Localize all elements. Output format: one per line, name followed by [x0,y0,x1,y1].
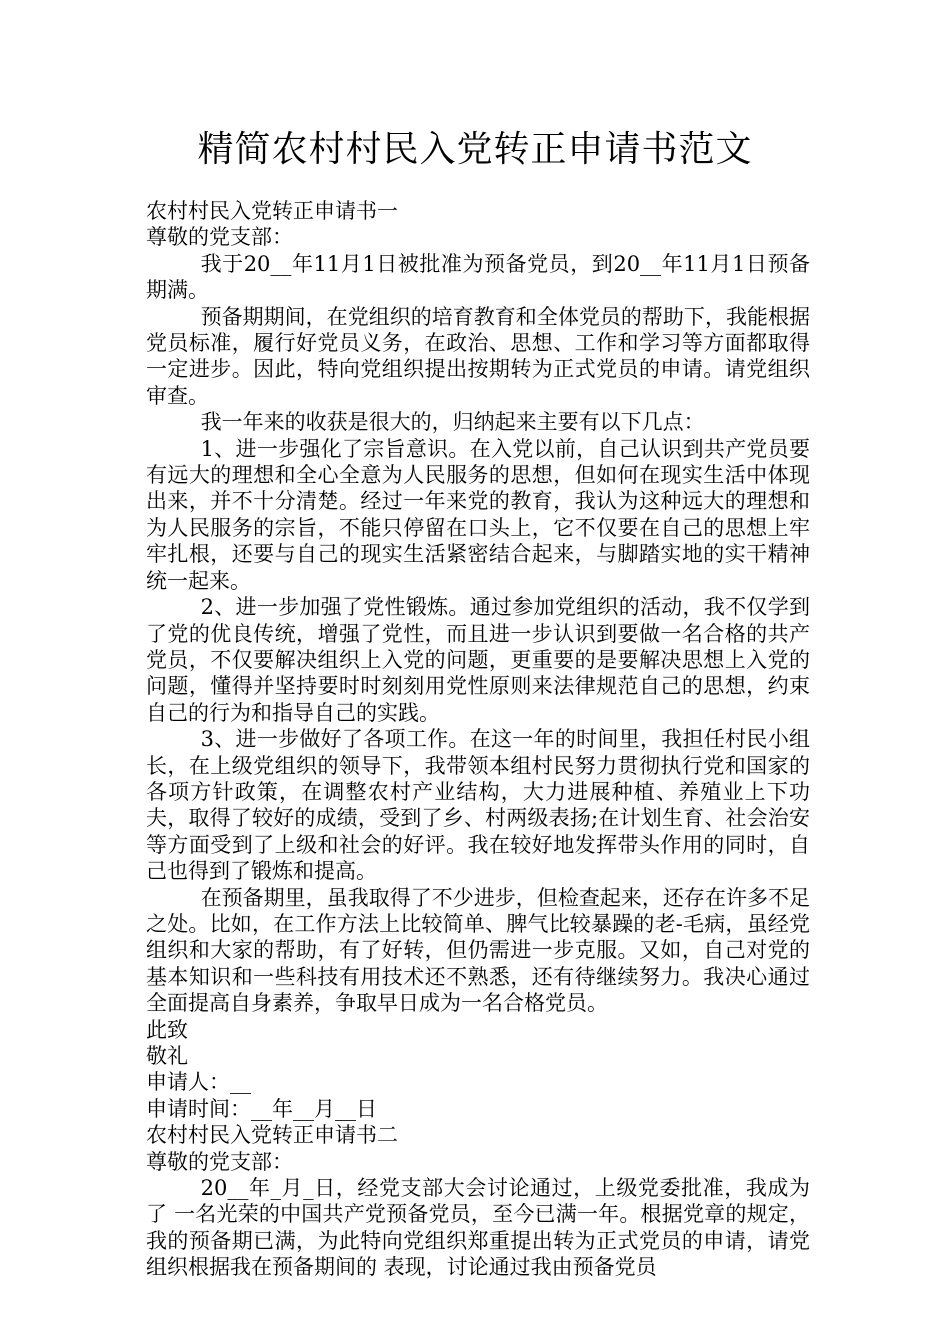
date-line: 申请时间：__年__月__日 [146,1096,377,1121]
salutation: 尊敬的党支部： [146,1149,293,1174]
body-paragraph: 预备期期间，在党组织的培育教育和全体党员的帮助下，我能根据党员标准，履行好党员义务，在政治、思想、工作和学习等方面都取得一定进步。因此，特向党组织提出按期转为正式党员的申请。请党组织审查。 [146,304,810,408]
salutation: 尊敬的党支部： [146,225,293,250]
body-paragraph: 1、进一步强化了宗旨意识。在入党以前，自己认识到共产党员要有远大的理想和全心全意为人民服务的思想，但如何在现实生活中体现出来，并不十分清楚。经过一年来党的教育，我认为这种远大的理想和为人民服务的宗旨，不能只停留在口头上，它不仅要在自己的思想上牢牢扎根，还要与自己的现实生活紧密结合起来，与脚踏实地的实干精神统一起来。 [146,436,810,593]
applicant-line: 申请人：__ [146,1070,251,1095]
closing-line: 此致 [146,1017,188,1042]
document-body [146,198,810,1281]
closing-line: 敬礼 [146,1044,188,1068]
section-heading: 农村村民入党转正申请书一 [146,199,398,223]
body-paragraph: 在预备期里，虽我取得了不少进步，但检查起来，还存在许多不足之处。比如，在工作方法上比较简单、脾气比较暴躁的老-毛病，虽经党组织和大家的帮助，有了好转，但仍需进一步克服。又如，自己对党的基本知识和一些科技有用技术还不熟悉，还有待继续努力。我决心通过全面提高自身素养，争取早日成为一名合格党员。 [146,885,810,1016]
body-paragraph: 20__年_月_日，经党支部大会讨论通过，上级党委批准，我成为了 一名光荣的中国共产党预备党员，至今已满一年。根据党章的规定，我的预备期已满，为此特向党组织郑重提出转为正式党员的申请，请党组织根据我在预备期间的 表现，讨论通过我由预备党员 [146,1176,810,1280]
body-paragraph: 3、进一步做好了各项工作。在这一年的时间里，我担任村民小组长，在上级党组织的领导下，我带领本组村民努力贯彻执行党和国家的各项方针政策，在调整农村产业结构，大力进展种植、养殖业上下功夫，取得了较好的成绩，受到了乡、村两级表扬;在计划生育、社会治安等方面受到了上级和社会的好评。我在较好地发挥带头作用的同时，自己也得到了锻炼和提高。 [146,727,810,884]
body-paragraph: 2、进一步加强了党性锻炼。通过参加党组织的活动，我不仅学到了党的优良传统，增强了党性，而且进一步认识到要做一名合格的共产党员，不仅要解决组织上入党的问题，更重要的是要解决思想上入党的问题，懂得并坚持要时时刻刻用党性原则来法律规范自己的思想，约束自己的行为和指导自己的实践。 [146,595,810,725]
section-heading: 农村村民入党转正申请书二 [146,1123,398,1148]
body-paragraph: 我于20__年11月1日被批准为预备党员，到20__年11月1日预备期满。 [146,251,810,303]
document-title: 精简农村村民入党转正申请书范文 [197,129,753,170]
body-paragraph: 我一年来的收获是很大的，归纳起来主要有以下几点： [200,410,705,435]
